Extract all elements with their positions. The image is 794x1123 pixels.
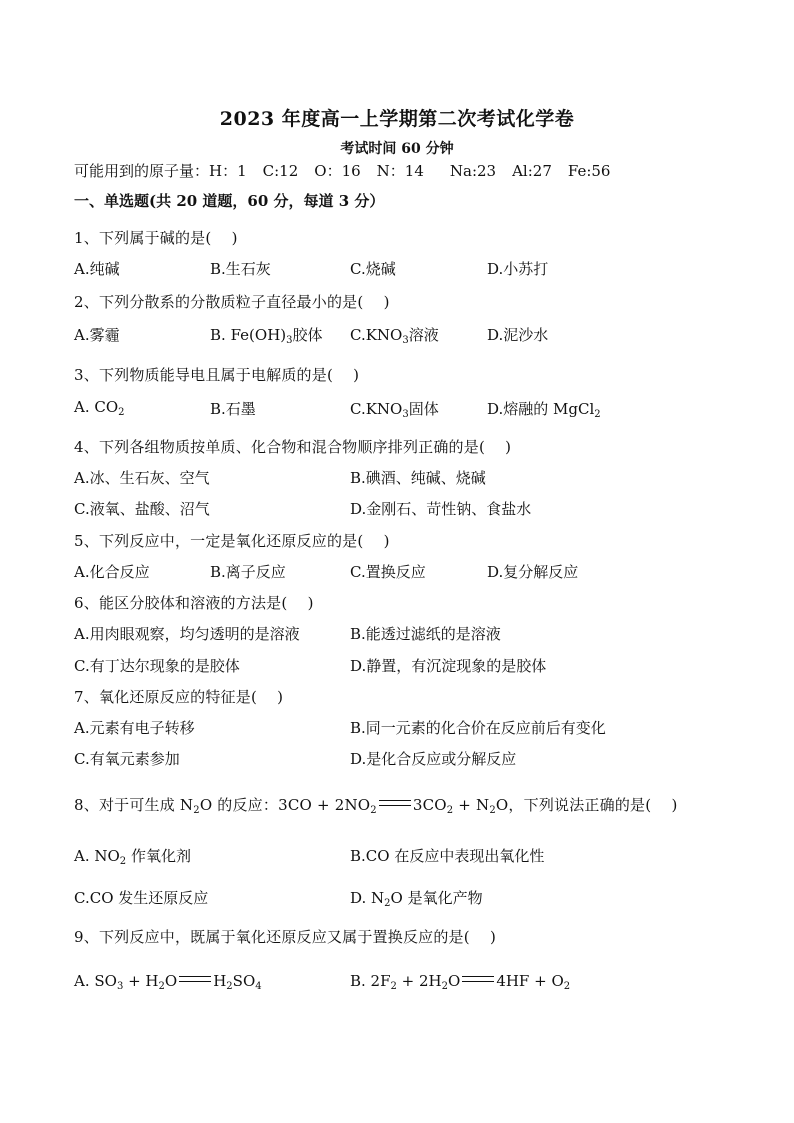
q3-option-a xyxy=(74,398,125,416)
q7-option-b: B.同一元素的化合价在反应前后有变化 xyxy=(350,719,606,737)
q3-option-d-text: D.熔融的 MgCl xyxy=(487,400,595,418)
q5-option-d: D.复分解反应 xyxy=(487,563,579,581)
q3-option-a-text: A. CO xyxy=(74,398,119,416)
q9-option-b-text: B. 2F xyxy=(350,972,391,990)
q9-a-sub4: 4 xyxy=(255,981,262,992)
atom-al: Al:27 xyxy=(512,162,552,180)
q4-option-d: D.金刚石、苛性钠、食盐水 xyxy=(350,500,532,518)
q9-b-sub3: 2 xyxy=(563,981,571,992)
q8-option-a-text: A. NO xyxy=(74,847,120,865)
atom-fe: Fe:56 xyxy=(567,162,611,180)
q8-stem-tail: ，下列说法正确的是( ) xyxy=(508,796,678,814)
q9-a-sub1: 3 xyxy=(116,981,124,992)
q3-option-d xyxy=(487,398,601,419)
q8-option-b: B.CO 在反应中表现出氧化性 xyxy=(350,847,545,865)
q2-option-d: D.泥沙水 xyxy=(487,326,549,344)
q2-option-b-sub: 3 xyxy=(286,335,293,346)
q8-sub-n2o: 2 xyxy=(489,805,496,816)
q2-option-b-letter: B. xyxy=(210,326,226,344)
q4-option-a: A.冰、生石灰、空气 xyxy=(74,469,210,487)
q1-option-d: D.小苏打 xyxy=(487,260,549,278)
q8-option-a-sub: 2 xyxy=(119,856,127,867)
q9-option-a-text: A. SO xyxy=(74,972,117,990)
q3-option-c-text: C.KNO xyxy=(350,400,403,418)
question-9-stem: 9、下列反应中，既属于氧化还原反应又属于置换反应的是( ) xyxy=(74,928,497,946)
q1-option-b: B.生石灰 xyxy=(210,260,271,278)
q3-option-d-sub: 2 xyxy=(594,409,601,420)
q3-option-c-sub: 3 xyxy=(402,409,409,420)
question-4-stem: 4、下列各组物质按单质、化合物和混合物顺序排列正确的是( ) xyxy=(74,438,512,456)
q8-sub-no2: 2 xyxy=(370,805,377,816)
q2-option-c-formula: KNO xyxy=(365,326,403,344)
atomic-masses-label: 可能用到的原子量： xyxy=(74,162,210,180)
q8-option-d-tail: O 是氧化产物 xyxy=(390,889,483,907)
question-5-stem: 5、下列反应中，一定是氧化还原反应的是( ) xyxy=(74,532,390,550)
q8-equals-sign xyxy=(379,800,411,806)
atom-c: C:12 xyxy=(262,162,299,180)
q2-option-c xyxy=(350,324,439,345)
atom-na: Na:23 xyxy=(449,162,497,180)
section-heading: 一、单选题(共 20 道题，60 分，每道 3 分） xyxy=(74,192,385,210)
question-8-stem: 8、对于可生成 $N_2O$ 的反应：$3CO + 2NO_2$ $3CO_2 + N_2O$，下列说法正确的是( ) xyxy=(74,796,678,816)
q8-stem-pre: 8、对于可生成 N xyxy=(74,796,194,814)
question-6-stem: 6、能区分胶体和溶液的方法是( ) xyxy=(74,594,314,612)
q9-a-equals xyxy=(179,976,211,982)
q3-option-c xyxy=(350,398,439,419)
question-7-stem: 7、氧化还原反应的特征是( ) xyxy=(74,688,284,706)
q7-option-a: A.元素有电子转移 xyxy=(74,719,195,737)
q9-b-equals xyxy=(462,976,494,982)
q8-option-d-text: D. N xyxy=(350,889,385,907)
q9-a-sub2: 2 xyxy=(158,981,165,992)
q8-stem-mid: O 的反应：3CO + 2NO xyxy=(199,796,371,814)
q1-option-c: C.烧碱 xyxy=(350,260,396,278)
q5-option-b: B.离子反应 xyxy=(210,563,286,581)
q6-option-a: A.用肉眼观察，均匀透明的是溶液 xyxy=(74,625,300,643)
q2-option-b xyxy=(210,324,323,345)
question-3-stem: 3、下列物质能导电且属于电解质的是( ) xyxy=(74,366,360,384)
q7-option-d: D.是化合反应或分解反应 xyxy=(350,750,517,768)
q8-option-c: C.CO 发生还原反应 xyxy=(74,889,209,907)
q2-option-c-letter: C. xyxy=(350,326,366,344)
exam-subtitle: 考试时间 60 分钟 xyxy=(340,141,454,157)
question-2-stem: 2、下列分散系的分散质粒子直径最小的是( ) xyxy=(74,293,390,311)
q2-option-c-sub: 3 xyxy=(402,335,409,346)
exam-title: 2023 年度高一上学期第二次考试化学卷 xyxy=(219,108,575,130)
q1-option-a: A.纯碱 xyxy=(74,260,120,278)
q8-sub-n2: 2 xyxy=(193,805,200,816)
q9-option-a: A. $SO_3 + H_2O$ $H_2SO_4$ xyxy=(74,972,262,992)
q2-option-a: A.雾霾 xyxy=(74,326,120,344)
q2-option-c-tail: 溶液 xyxy=(408,326,439,344)
q9-b-sub2: 2 xyxy=(441,981,448,992)
q3-option-b: B.石墨 xyxy=(210,400,256,418)
question-1-stem: 1、下列属于碱的是( ) xyxy=(74,229,238,247)
q8-stem-right: 3CO xyxy=(412,796,447,814)
q6-option-b: B.能透过滤纸的是溶液 xyxy=(350,625,501,643)
q8-option-d xyxy=(350,887,483,908)
q3-option-c-tail: 固体 xyxy=(408,400,439,418)
q9-b-sub1: 2 xyxy=(390,981,397,992)
atom-h: H：1 xyxy=(209,162,247,180)
q9-option-b: B. $2F_2 + 2H_2O$ $4HF + O_2$ xyxy=(350,972,571,992)
q5-option-c: C.置换反应 xyxy=(350,563,426,581)
q6-option-d: D.静置，有沉淀现象的是胶体 xyxy=(350,657,547,675)
q5-option-a: A.化合反应 xyxy=(74,563,150,581)
q4-option-b: B.碘酒、纯碱、烧碱 xyxy=(350,469,486,487)
q8-option-a-tail: 作氧化剂 xyxy=(126,847,191,865)
q9-a-sub3: 2 xyxy=(226,981,233,992)
atomic-masses xyxy=(74,160,626,181)
q8-option-a xyxy=(74,845,191,866)
q2-option-b-tail: 胶体 xyxy=(292,326,323,344)
atom-o: O：16 xyxy=(314,162,361,180)
q2-option-b-formula: Fe(OH) xyxy=(230,326,287,344)
q3-option-a-sub: 2 xyxy=(118,407,125,418)
atom-n: N：14 xyxy=(376,162,424,180)
q8-sub-co2: 2 xyxy=(446,805,454,816)
q4-option-c: C.液氧、盐酸、沼气 xyxy=(74,500,210,518)
q6-option-c: C.有丁达尔现象的是胶体 xyxy=(74,657,240,675)
q8-option-d-sub: 2 xyxy=(384,898,391,909)
q7-option-c: C.有氧元素参加 xyxy=(74,750,180,768)
